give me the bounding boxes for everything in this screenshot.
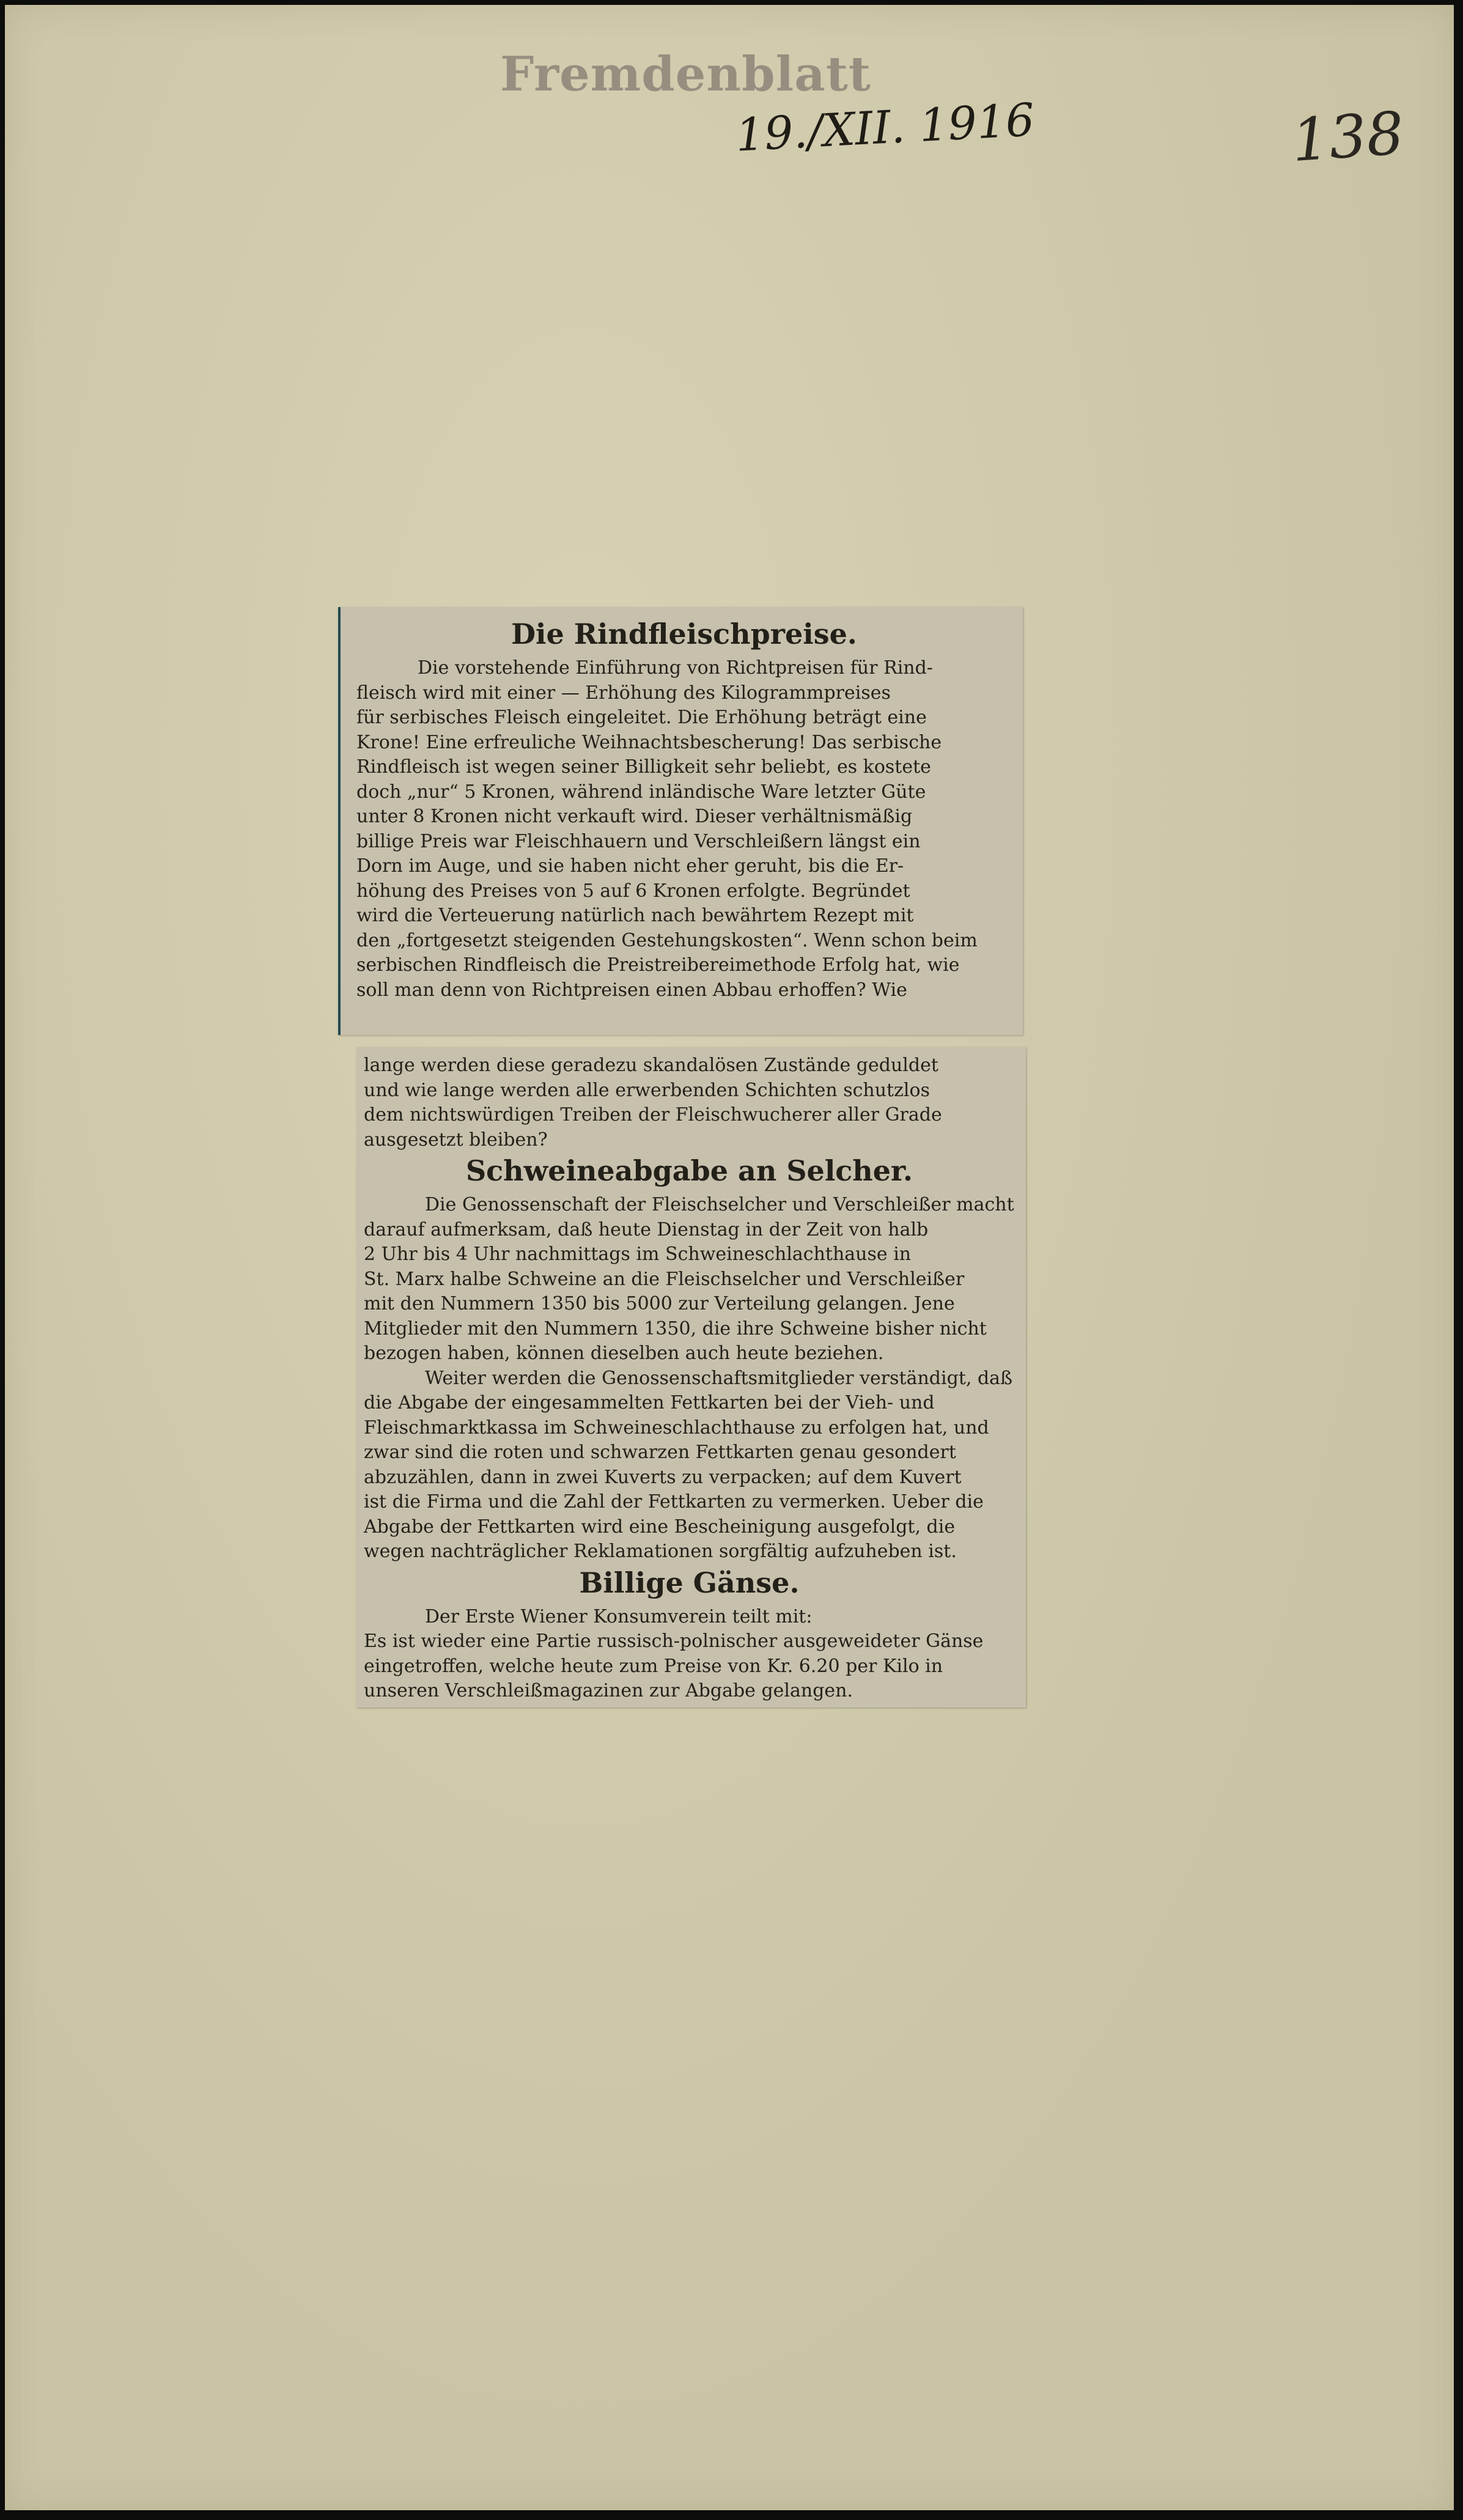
handwritten-date: 19./XII. 1916 <box>734 94 1036 162</box>
article-line: Die Genossenschaft der Fleischselcher und Verschleißer macht <box>425 1194 1014 1215</box>
article-line: und wie lange werden alle erwerbenden Schichten schutzlos <box>364 1079 930 1101</box>
article-line: unseren Verschleißmagazinen zur Abgabe gelangen. <box>364 1680 853 1701</box>
clipping-upper <box>338 607 1023 1035</box>
article-title-rindfleisch: Die Rindfleischpreise. <box>511 617 857 650</box>
article-title-schweineabgabe: Schweineabgabe an Selcher. <box>465 1154 913 1187</box>
article-line: dem nichtswürdigen Treiben der Fleischwucherer aller Grade <box>364 1104 942 1126</box>
article-line: billige Preis war Fleischhauern und Verschleißern längst ein <box>356 830 921 852</box>
article-line: ausgesetzt bleiben? <box>364 1129 548 1151</box>
article-line: lange werden diese geradezu skandalösen Zustände geduldet <box>364 1055 938 1076</box>
article-line: 2 Uhr bis 4 Uhr nachmittags im Schweineschlachthause in <box>364 1243 912 1265</box>
article-line: Rindfleisch ist wegen seiner Billigkeit sehr beliebt, es kostete <box>356 756 931 778</box>
article-line: eingetroffen, welche heute zum Preise von Kr. 6.20 per Kilo in <box>364 1655 943 1677</box>
article-line: für serbisches Fleisch eingeleitet. Die Erhöhung beträgt eine <box>356 707 927 728</box>
article-line: Der Erste Wiener Konsumverein teilt mit: <box>425 1605 813 1627</box>
article-line: unter 8 Kronen nicht verkauft wird. Dieser verhältnismäßig <box>356 806 913 827</box>
article-line: fleisch wird mit einer — Erhöhung des Kilogrammpreises <box>356 682 891 704</box>
article-line: die Abgabe der eingesammelten Fettkarten bei der Vieh- und <box>364 1392 935 1413</box>
article-line: doch „nur“ 5 Kronen, während inländische Ware letzter Güte <box>356 781 926 803</box>
article-line: bezogen haben, können dieselben auch heute beziehen. <box>364 1343 884 1364</box>
article-line: Die vorstehende Einführung von Richtpreisen für Rind- <box>418 657 933 679</box>
article-line: höhung des Preises von 5 auf 6 Kronen erfolgte. Begründet <box>356 880 910 902</box>
article-line: zwar sind die roten und schwarzen Fettkarten genau gesondert <box>364 1442 956 1463</box>
article-line: darauf aufmerksam, daß heute Dienstag in der Zeit von halb <box>364 1218 929 1240</box>
article-line: Abgabe der Fettkarten wird eine Bescheinigung ausgefolgt, die <box>364 1516 956 1538</box>
article-line: Dorn im Auge, und sie haben nicht eher geruht, bis die Er- <box>356 855 904 877</box>
article-line: abzuzählen, dann in zwei Kuverts zu verpacken; auf dem Kuvert <box>364 1466 962 1488</box>
article-line: ist die Firma und die Zahl der Fettkarten zu vermerken. Ueber die <box>364 1491 984 1512</box>
clipping-lower <box>356 1047 1026 1708</box>
article-line: Fleischmarktkassa im Schweineschlachthause zu erfolgen hat, und <box>364 1417 989 1439</box>
newspaper-stamp: Fremdenblatt <box>500 46 871 102</box>
article-line: Krone! Eine erfreuliche Weihnachtsbescherung! Das serbische <box>356 731 942 753</box>
article-line: Es ist wieder eine Partie russisch-polnischer ausgeweideter Gänse <box>364 1630 984 1652</box>
article-line: serbischen Rindfleisch die Preistreibereimethode Erfolg hat, wie <box>356 954 960 976</box>
article-line: Weiter werden die Genossenschaftsmitglieder verständigt, daß <box>425 1367 1013 1389</box>
article-title-gaense: Billige Gänse. <box>579 1566 800 1599</box>
article-line: St. Marx halbe Schweine an die Fleischselcher und Verschleißer <box>364 1268 965 1290</box>
folio-number: 138 <box>1289 98 1406 175</box>
article-line: wegen nachträglicher Reklamationen sorgfältig aufzuheben ist. <box>364 1541 957 1562</box>
article-line: soll man denn von Richtpreisen einen Abbau erhoffen? Wie <box>356 979 907 1001</box>
article-line: mit den Nummern 1350 bis 5000 zur Verteilung gelangen. Jene <box>364 1293 955 1314</box>
article-line: Mitglieder mit den Nummern 1350, die ihre Schweine bisher nicht <box>364 1317 987 1339</box>
article-line: wird die Verteuerung natürlich nach bewährtem Rezept mit <box>356 905 914 926</box>
article-line: den „fortgesetzt steigenden Gestehungskosten“. Wenn schon beim <box>356 929 978 951</box>
archive-sheet <box>5 5 1454 2510</box>
